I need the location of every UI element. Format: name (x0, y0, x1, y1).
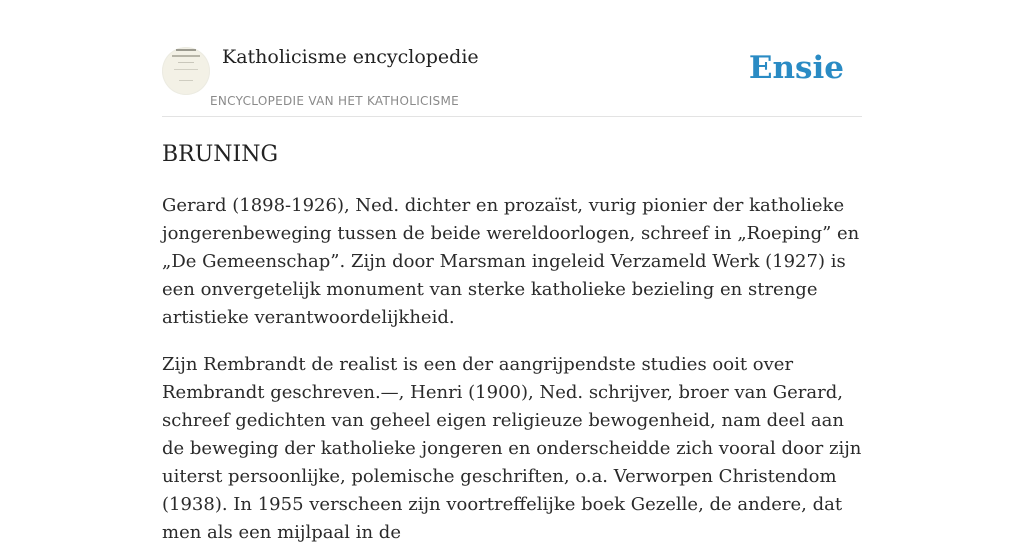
article-paragraph: Gerard (1898-1926), Ned. dichter en prozaïst, vurig pionier der katholieke jongerenbeweging tussen de beide wereldoorlogen, schreef in „Roeping” en „De Gemeenschap”. Zijn door Marsman ingeleid Verzameld Werk (1927) is een onvergetelijk monument van sterke katholieke bezieling en strenge artistieke verantwoordelijkheid. (162, 195, 860, 328)
site-header (162, 0, 862, 117)
article-paragraph: Zijn Rembrandt de realist is een der aangrijpendste studies ooit over Rembrandt geschreven.—, Henri (1900), Ned. schrijver, broer van Gerard, schreef gedichten van geheel eigen religieuze bewogenheid, nam deel aan de beweging der katholieke jongeren en onderscheidde zich vooral door zijn uiterst persoonlijke, polemische geschriften, o.a. Verworpen Christendom (1938). In 1955 verscheen zijn voortreffelijke boek Gezelle, de andere, dat men als een mijlpaal in de (162, 354, 862, 543)
site-title[interactable]: Katholicisme encyclopedie (222, 46, 479, 68)
book-cover-icon[interactable] (162, 47, 210, 95)
article-title: BRUNING (162, 142, 279, 167)
site-subtitle[interactable]: ENCYCLOPEDIE VAN HET KATHOLICISME (210, 94, 459, 108)
article (162, 140, 862, 547)
brand-logo[interactable]: Ensie (748, 50, 844, 86)
